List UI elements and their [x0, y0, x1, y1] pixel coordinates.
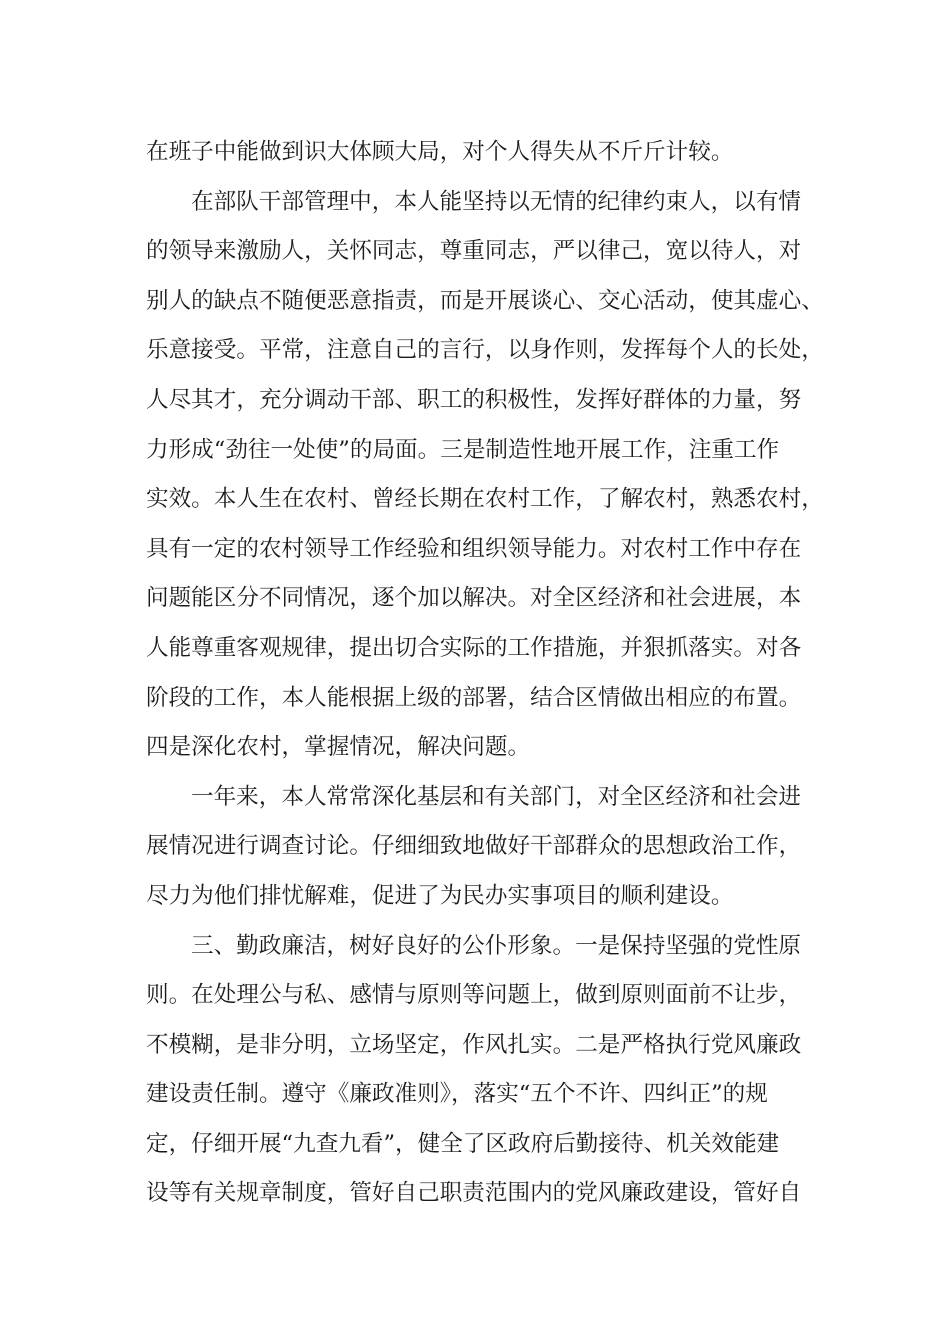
text-line: 建设责任制。遵守《廉政准则》，落实“五个不许、四纠正”的规 — [146, 1081, 768, 1108]
text-line: 展情况进行调查讨论。仔细细致地做好干部群众的思想政治工作， — [146, 833, 802, 860]
text-line: 实效。本人生在农村、曾经长期在农村工作，了解农村，熟悉农村， — [146, 486, 824, 513]
text-line: 人能尊重客观规律，提出切合实际的工作措施，并狠抓落实。对各 — [146, 634, 802, 661]
paragraph-start-line: 一年来，本人常常深化基层和有关部门，对全区经济和社会进 — [191, 783, 802, 810]
paragraph-start-line: 三、勤政廉洁，树好良好的公仆形象。一是保持坚强的党性原 — [191, 932, 802, 959]
text-line: 力形成“劲往一处使”的局面。三是制造性地开展工作，注重工作 — [146, 436, 780, 463]
text-line: 乐意接受。平常，注意自己的言行，以身作则，发挥每个人的长处， — [146, 337, 824, 364]
text-line: 人尽其才，充分调动干部、职工的积极性，发挥好群体的力量，努 — [146, 386, 802, 413]
text-line: 别人的缺点不随便恶意指责，而是开展谈心、交心活动，使其虚心、 — [146, 287, 824, 314]
text-line: 不模糊，是非分明，立场坚定，作风扎实。二是严格执行党风廉政 — [146, 1031, 802, 1058]
text-line: 则。在处理公与私、感情与原则等问题上，做到原则面前不让步， — [146, 982, 802, 1009]
text-line: 的领导来激励人，关怀同志，尊重同志，严以律己，宽以待人，对 — [146, 238, 802, 265]
document-body — [146, 128, 836, 1219]
text-line: 设等有关规章制度，管好自己职责范围内的党风廉政建设，管好自 — [146, 1180, 802, 1207]
text-line: 尽力为他们排忧解难，促进了为民办实事项目的顺利建设。 — [146, 882, 734, 909]
paragraph-start-line: 在部队干部管理中，本人能坚持以无情的纪律约束人，以有情 — [191, 188, 802, 215]
text-line: 定，仔细开展“九查九看”，健全了区政府后勤接待、机关效能建 — [146, 1130, 780, 1157]
text-line: 四是深化农村，掌握情况，解决问题。 — [146, 734, 531, 761]
text-line: 阶段的工作，本人能根据上级的部署，结合区情做出相应的布置。 — [146, 684, 802, 711]
text-line: 在班子中能做到识大体顾大局，对个人得失从不斤斤计较。 — [146, 139, 734, 165]
text-line: 问题能区分不同情况，逐个加以解决。对全区经济和社会进展，本 — [146, 585, 802, 612]
text-line: 具有一定的农村领导工作经验和组织领导能力。对农村工作中存在 — [146, 535, 802, 562]
